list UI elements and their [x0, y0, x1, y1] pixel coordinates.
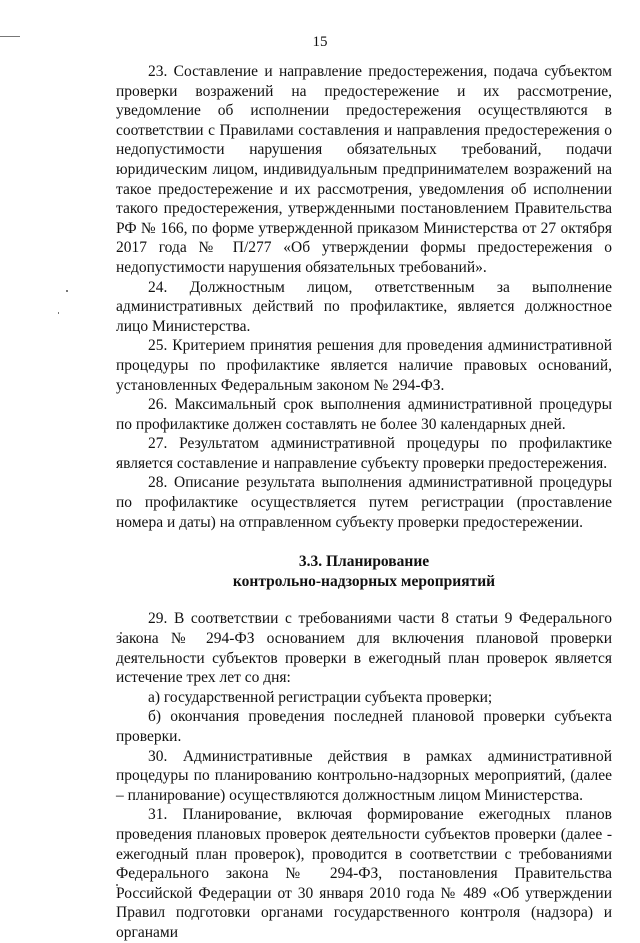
- list-item-b: б) окончания проведения последней плановой проверки субъекта проверки.: [116, 708, 612, 745]
- page-number: 15: [312, 34, 328, 50]
- paragraph-30: 30. Административные действия в рамках административной процедуры по планированию контрольно-надзорных мероприятий, (далее – планирование) осуществляются должностным лицом Министерства.: [116, 747, 612, 804]
- paragraph-28: 28. Описание результата выполнения административной процедуры по профилактике осуществляется путем регистрации (проставление номера и даты) на отправленном субъекту проверки предостережении.: [116, 474, 612, 531]
- paragraph-25: 25. Критерием принятия решения для проведения административной процедуры по профилактике является наличие правовых оснований, установленных Федеральным законом № 294-ФЗ.: [116, 337, 612, 394]
- paragraph-24: 24. Должностным лицом, ответственным за выполнение административных действий по профилактике, является должностное лицо Министерства.: [116, 278, 612, 335]
- paragraph-23: 23. Составление и направление предостережения, подача субъектом проверки возражений на предостережение и их рассмотрение, уведомление об исполнении предостережения осуществляются в соответствии с Правилами составления и направления предостережения о недопустимости нарушения обязательных требований, подачи юридическим лицом, индивидуальным предпринимателем возражений на такое предостережение и их рассмотрения, уведомления об исполнении такого предостережения, утвержденными постановлением Правительства РФ № 166, по форме утвержденной приказом Министерства от 27 октября 2017 года № П/277 «Об утверждении формы предостережения о недопустимости нарушения обязательных требований».: [116, 63, 612, 276]
- spacer: [116, 532, 612, 552]
- document-body: [116, 62, 612, 943]
- paragraph-27: 27. Результатом административной процедуры по профилактике является составление и направление субъекту проверки предостережения.: [116, 435, 612, 472]
- section-heading-line-2: контрольно-надзорных мероприятий: [232, 572, 496, 590]
- scan-speck: [66, 290, 68, 292]
- paragraph-29: 29. В соответствии с требованиями части 8 статьи 9 Федерального закона № 294-ФЗ основанием для включения плановой проверки деятельности субъектов проверки в ежегодный план проверок является истечение трех лет со дня:: [116, 610, 612, 687]
- paragraph-31: 31. Планирование, включая формирование ежегодных планов проведения плановых проверок деятельности субъектов проверки (далее - ежегодный план проверок), проводится в соответствии с требованиями Федерального закона № 294-ФЗ, постановления Правительства Российской Федерации от 30 января 2010 года № 489 «Об утверждении Правил подготовки органами государственного контроля (надзора) и органами: [116, 806, 612, 941]
- spacer: [116, 591, 612, 609]
- section-heading-line-1: 3.3. Планирование: [298, 553, 430, 571]
- scan-speck: [58, 312, 59, 314]
- list-item-a: а) государственной регистрации субъекта проверки;: [148, 688, 493, 706]
- paragraph-26: 26. Максимальный срок выполнения административной процедуры по профилактике должен составлять не более 30 календарных дней.: [116, 396, 612, 433]
